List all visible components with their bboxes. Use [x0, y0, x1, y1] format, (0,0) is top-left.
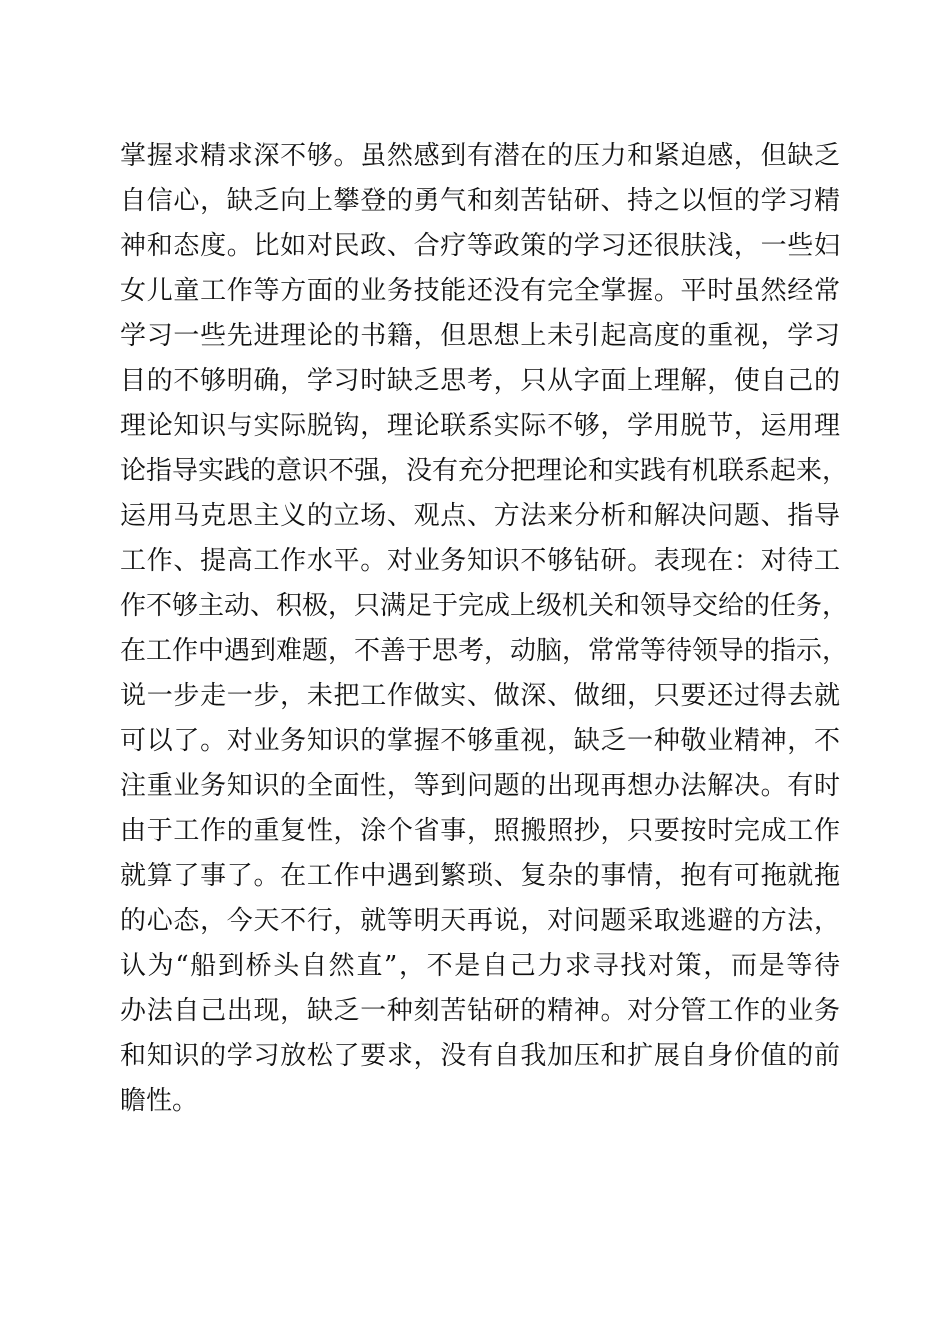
text-line: 和知识的学习放松了要求，没有自我加压和扩展自身价值的前	[120, 1041, 840, 1071]
text-line: 就算了事了。在工作中遇到繁琐、复杂的事情，抱有可拖就拖	[120, 861, 840, 891]
text-line: 作不够主动、积极，只满足于完成上级机关和领导交给的任务，	[120, 591, 849, 621]
text-line: 说一步走一步，未把工作做实、做深、做细，只要还过得去就	[120, 681, 840, 711]
text-line: 论指导实践的意识不强，没有充分把理论和实践有机联系起来，	[120, 456, 849, 486]
body-paragraph	[120, 134, 849, 1124]
text-line: 办法自己出现，缺乏一种刻苦钻研的精神。对分管工作的业务	[120, 996, 840, 1026]
text-line: 可以了。对业务知识的掌握不够重视，缺乏一种敬业精神，不	[120, 726, 840, 756]
text-line: 掌握求精求深不够。虽然感到有潜在的压力和紧迫感，但缺乏	[120, 141, 840, 171]
text-line: 女儿童工作等方面的业务技能还没有完全掌握。平时虽然经常	[120, 276, 840, 306]
text-line: 由于工作的重复性，涂个省事，照搬照抄，只要按时完成工作	[120, 816, 840, 846]
text-line: 瞻性。	[120, 1086, 199, 1116]
text-line: 工作、提高工作水平。对业务知识不够钻研。表现在：对待工	[120, 546, 840, 576]
text-line: 在工作中遇到难题，不善于思考，动脑，常常等待领导的指示，	[120, 636, 849, 666]
text-line: 学习一些先进理论的书籍，但思想上未引起高度的重视，学习	[120, 321, 840, 351]
text-line: 认为“船到桥头自然直”，不是自己力求寻找对策，而是等待	[120, 951, 840, 981]
text-line: 自信心，缺乏向上攀登的勇气和刻苦钻研、持之以恒的学习精	[120, 186, 840, 216]
text-line: 目的不够明确，学习时缺乏思考，只从字面上理解，使自己的	[120, 366, 840, 396]
text-line: 运用马克思主义的立场、观点、方法来分析和解决问题、指导	[120, 501, 840, 531]
text-line: 神和态度。比如对民政、合疗等政策的学习还很肤浅，一些妇	[120, 231, 840, 261]
text-line: 的心态，今天不行，就等明天再说，对问题采取逃避的方法，	[120, 906, 840, 936]
text-line: 理论知识与实际脱钩，理论联系实际不够，学用脱节，运用理	[120, 411, 840, 441]
text-line: 注重业务知识的全面性，等到问题的出现再想办法解决。有时	[120, 771, 840, 801]
